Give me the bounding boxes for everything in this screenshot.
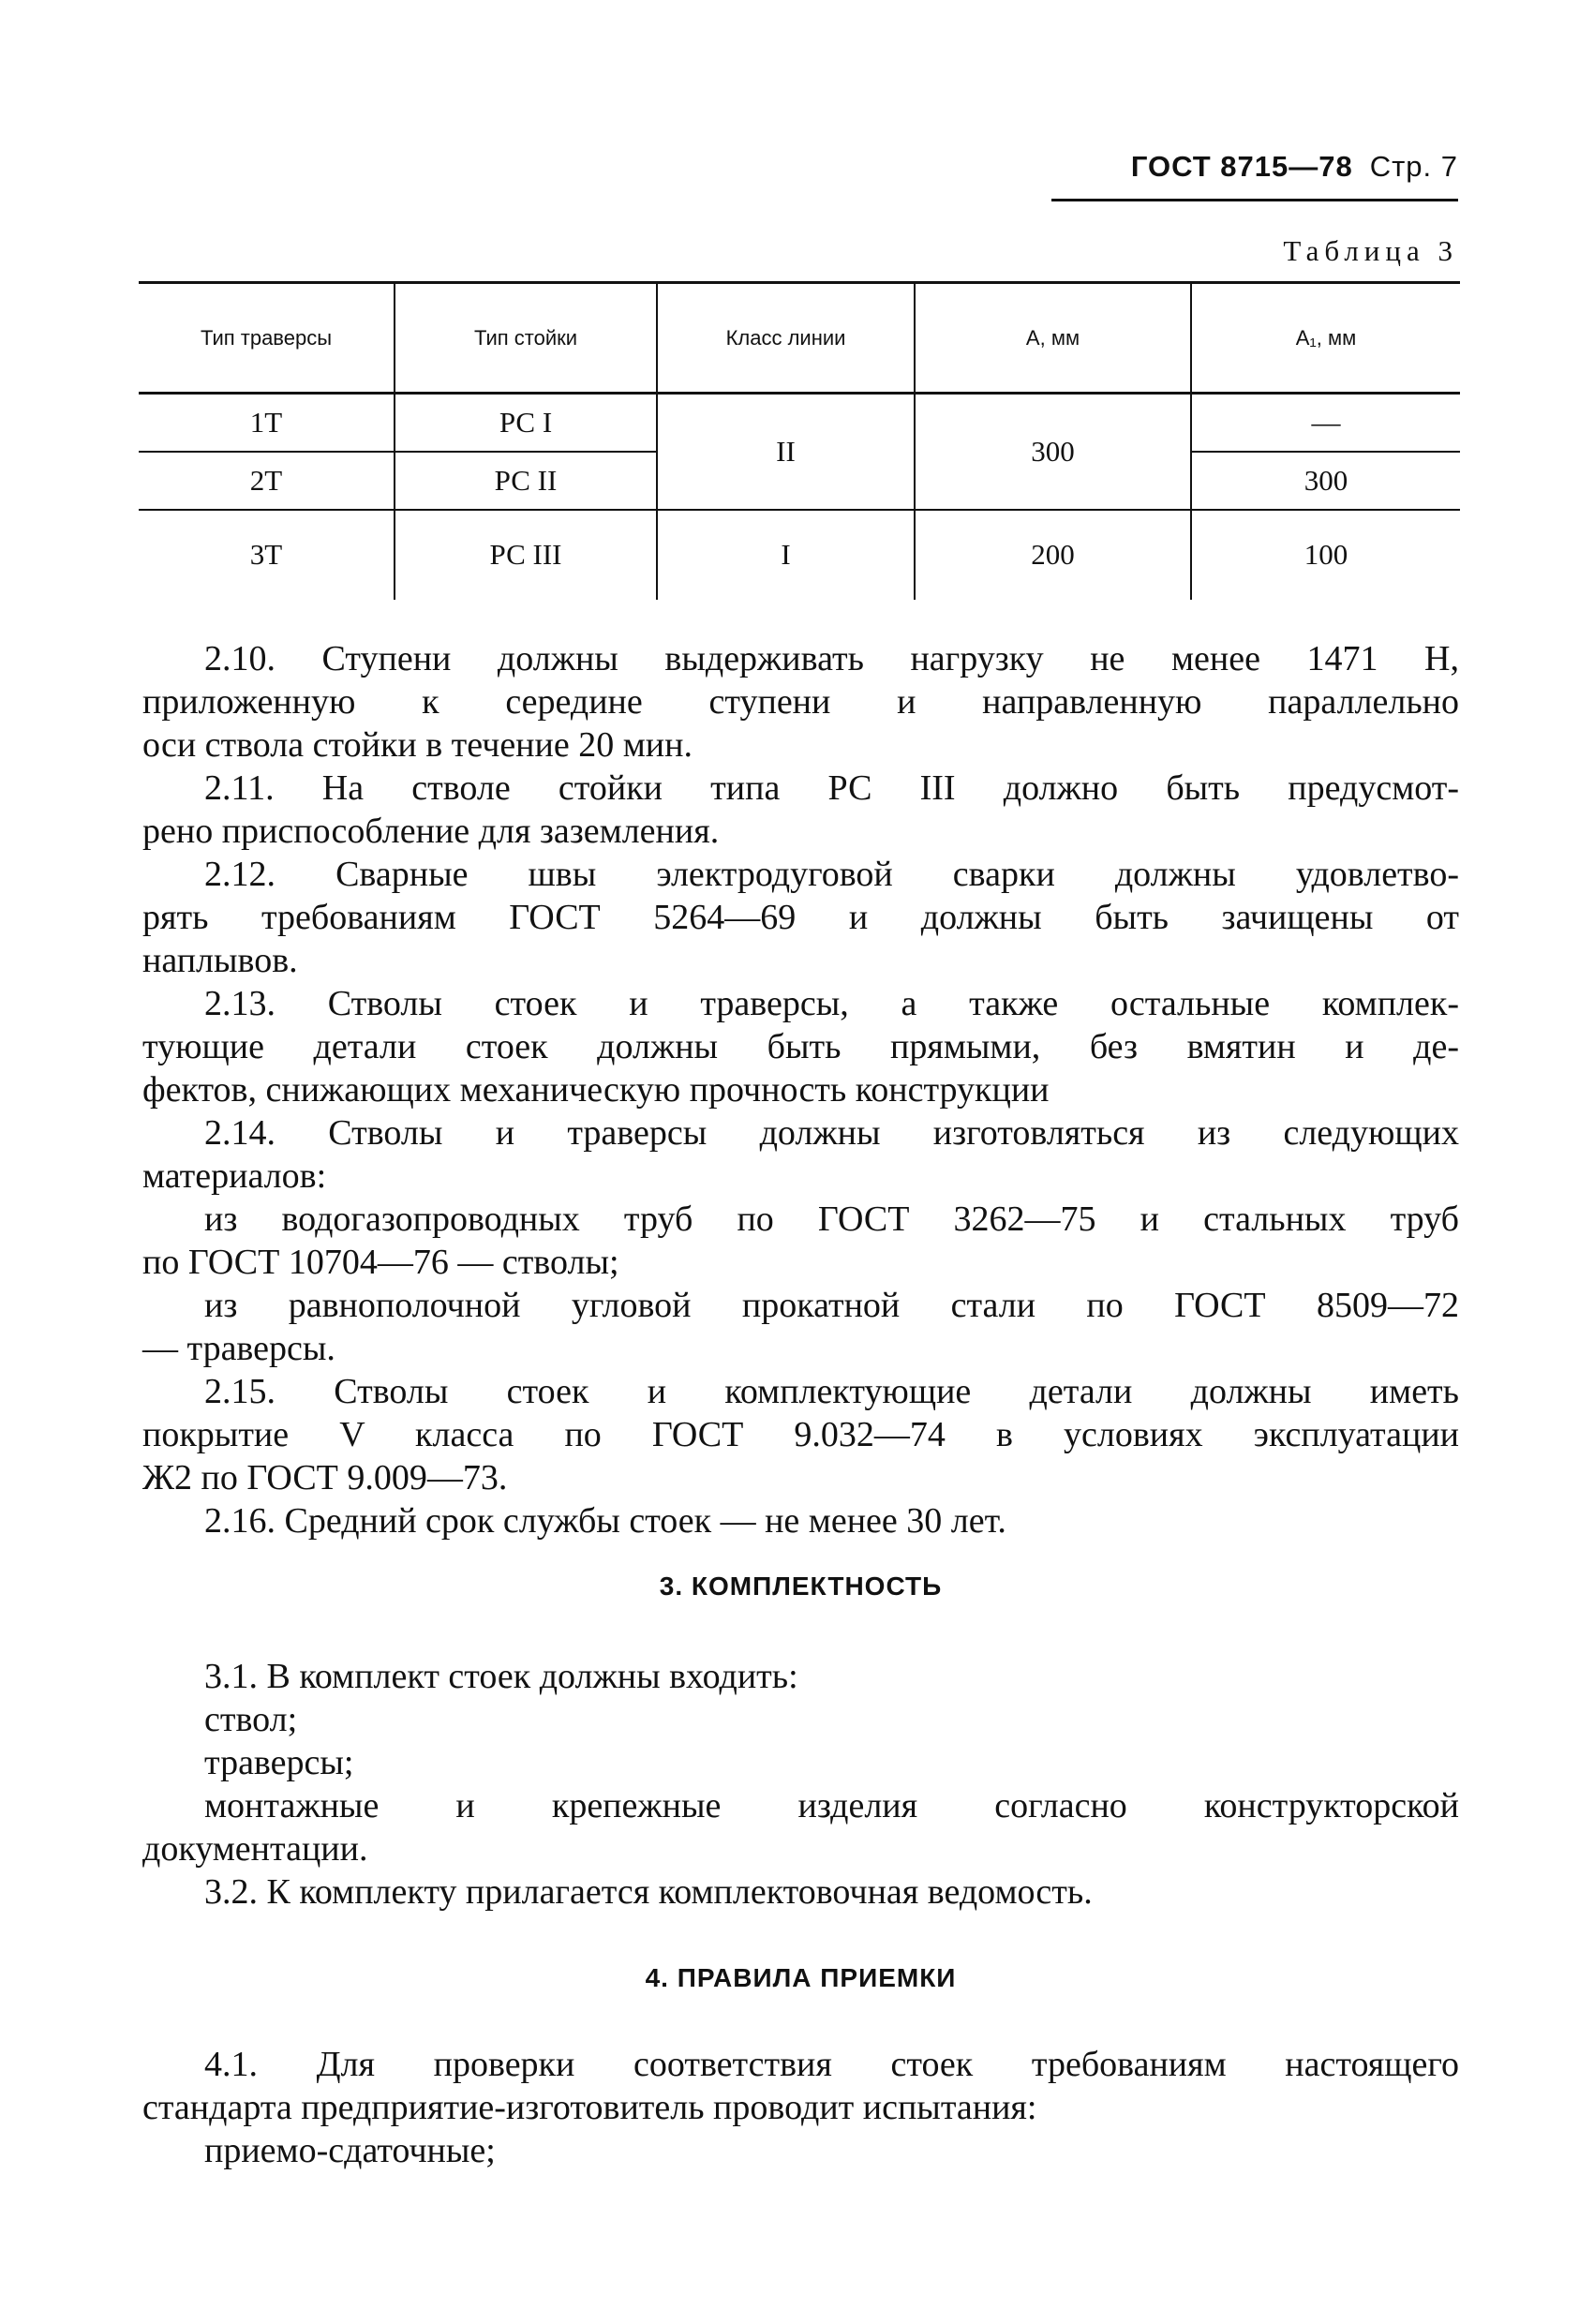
cell-a: 300: [915, 394, 1191, 510]
text-line: монтажные и крепежные изделия согласно конструкторской: [204, 1786, 1459, 1825]
clause-3-1: [142, 1655, 1459, 1870]
section-4-title: 4. ПРАВИЛА ПРИЕМКИ: [645, 1963, 957, 1992]
text-line: документации.: [142, 1829, 368, 1869]
clause-2-14: [142, 1111, 1459, 1370]
clause-2-13: [142, 982, 1459, 1111]
section-3-title: 3. КОМПЛЕКТНОСТЬ: [659, 1572, 943, 1601]
list-item: траверсы;: [204, 1743, 354, 1782]
clause-3-2: [142, 1870, 1459, 1914]
text-line: фектов, снижающих механическую прочность конструкции: [142, 1070, 1050, 1110]
text-line: из равнополочной угловой прокатной стали по ГОСТ 8509—72: [204, 1286, 1459, 1325]
text-line: 2.16. Средний срок службы стоек — не менее 30 лет.: [204, 1501, 1006, 1541]
cell-a: 200: [915, 510, 1191, 600]
text-line: приложенную к середине ступени и направленную параллельно: [142, 682, 1459, 722]
running-header: [1131, 150, 1458, 184]
col-header-a: А, мм: [915, 283, 1191, 394]
text-line: наплывов.: [142, 941, 298, 980]
cell-line-class: II: [657, 394, 915, 510]
col-header-rack: Тип стойки: [395, 283, 657, 394]
list-item: приемо-сдаточные;: [204, 2131, 496, 2170]
clause-4-1: [142, 2043, 1459, 2172]
text-line: оси ствола стойки в течение 20 мин.: [142, 725, 693, 765]
cell-a1: 300: [1191, 452, 1460, 510]
cell-a1: 100: [1191, 510, 1460, 600]
text-line: из водогазопроводных труб по ГОСТ 3262—75 и стальных труб: [204, 1199, 1459, 1239]
cell-traverse: 2Т: [139, 452, 395, 510]
cell-a1: —: [1191, 394, 1460, 452]
col-header-line-class: Класс линии: [657, 283, 915, 394]
text-line: материалов:: [142, 1156, 327, 1196]
clause-2-12: [142, 853, 1459, 982]
text-line: 2.13. Стволы стоек и траверсы, а также остальные комплек-: [204, 984, 1459, 1023]
cell-rack: РС II: [395, 452, 657, 510]
text-line: 3.2. К комплекту прилагается комплектовочная ведомость.: [204, 1872, 1093, 1912]
col-header-traverse: Тип траверсы: [139, 283, 395, 394]
doc-code: ГОСТ 8715—78: [1130, 150, 1353, 183]
cell-rack: РС I: [395, 394, 657, 452]
clause-2-10: [142, 637, 1459, 767]
col-header-a1: А₁, мм: [1191, 283, 1460, 394]
text-line: 2.11. На стволе стойки типа РС III должно быть предусмот-: [204, 768, 1459, 808]
text-line: рять требованиям ГОСТ 5264—69 и должны быть зачищены от: [142, 898, 1459, 937]
text-line: 2.15. Стволы стоек и комплектующие детали должны иметь: [204, 1372, 1459, 1411]
table-row: [139, 394, 1460, 452]
text-line: — траверсы.: [142, 1329, 335, 1368]
table-row: [139, 510, 1460, 600]
table-caption: Таблица 3: [1283, 234, 1458, 267]
cell-traverse: 3Т: [249, 538, 283, 571]
clause-2-16: [142, 1499, 1459, 1542]
text-line: 2.10. Ступени должны выдерживать нагрузку не менее 1471 Н,: [204, 639, 1459, 678]
header-rule: [1051, 199, 1458, 201]
clause-2-11: [142, 767, 1459, 853]
text-line: стандарта предприятие-изготовитель проводит испытания:: [142, 2088, 1037, 2127]
text-line: тующие детали стоек должны быть прямыми, без вмятин и де-: [142, 1027, 1459, 1066]
clause-2-15: [142, 1370, 1459, 1499]
table-3: [139, 281, 1460, 600]
body-text: [142, 637, 1459, 2172]
text-line: 3.1. В комплект стоек должны входить:: [204, 1657, 798, 1696]
text-line: 2.14. Стволы и траверсы должны изготовляться из следующих: [204, 1113, 1459, 1153]
text-line: Ж2 по ГОСТ 9.009—73.: [142, 1458, 508, 1497]
text-line: по ГОСТ 10704—76 — стволы;: [142, 1243, 619, 1282]
text-line: 2.12. Сварные швы электродуговой сварки должны удовлетво-: [204, 855, 1459, 894]
cell-traverse: 1Т: [139, 394, 395, 452]
text-line: рено приспособление для заземления.: [142, 812, 720, 851]
list-item: ствол;: [204, 1700, 298, 1739]
page-number: Стр. 7: [1369, 150, 1458, 183]
cell-line-class: I: [657, 510, 915, 600]
table-header-row: [139, 283, 1460, 394]
cell-rack: РС III: [395, 510, 657, 600]
text-line: 4.1. Для проверки соответствия стоек требованиям настоящего: [204, 2045, 1459, 2084]
text-line: покрытие V класса по ГОСТ 9.032—74 в условиях эксплуатации: [142, 1415, 1459, 1454]
